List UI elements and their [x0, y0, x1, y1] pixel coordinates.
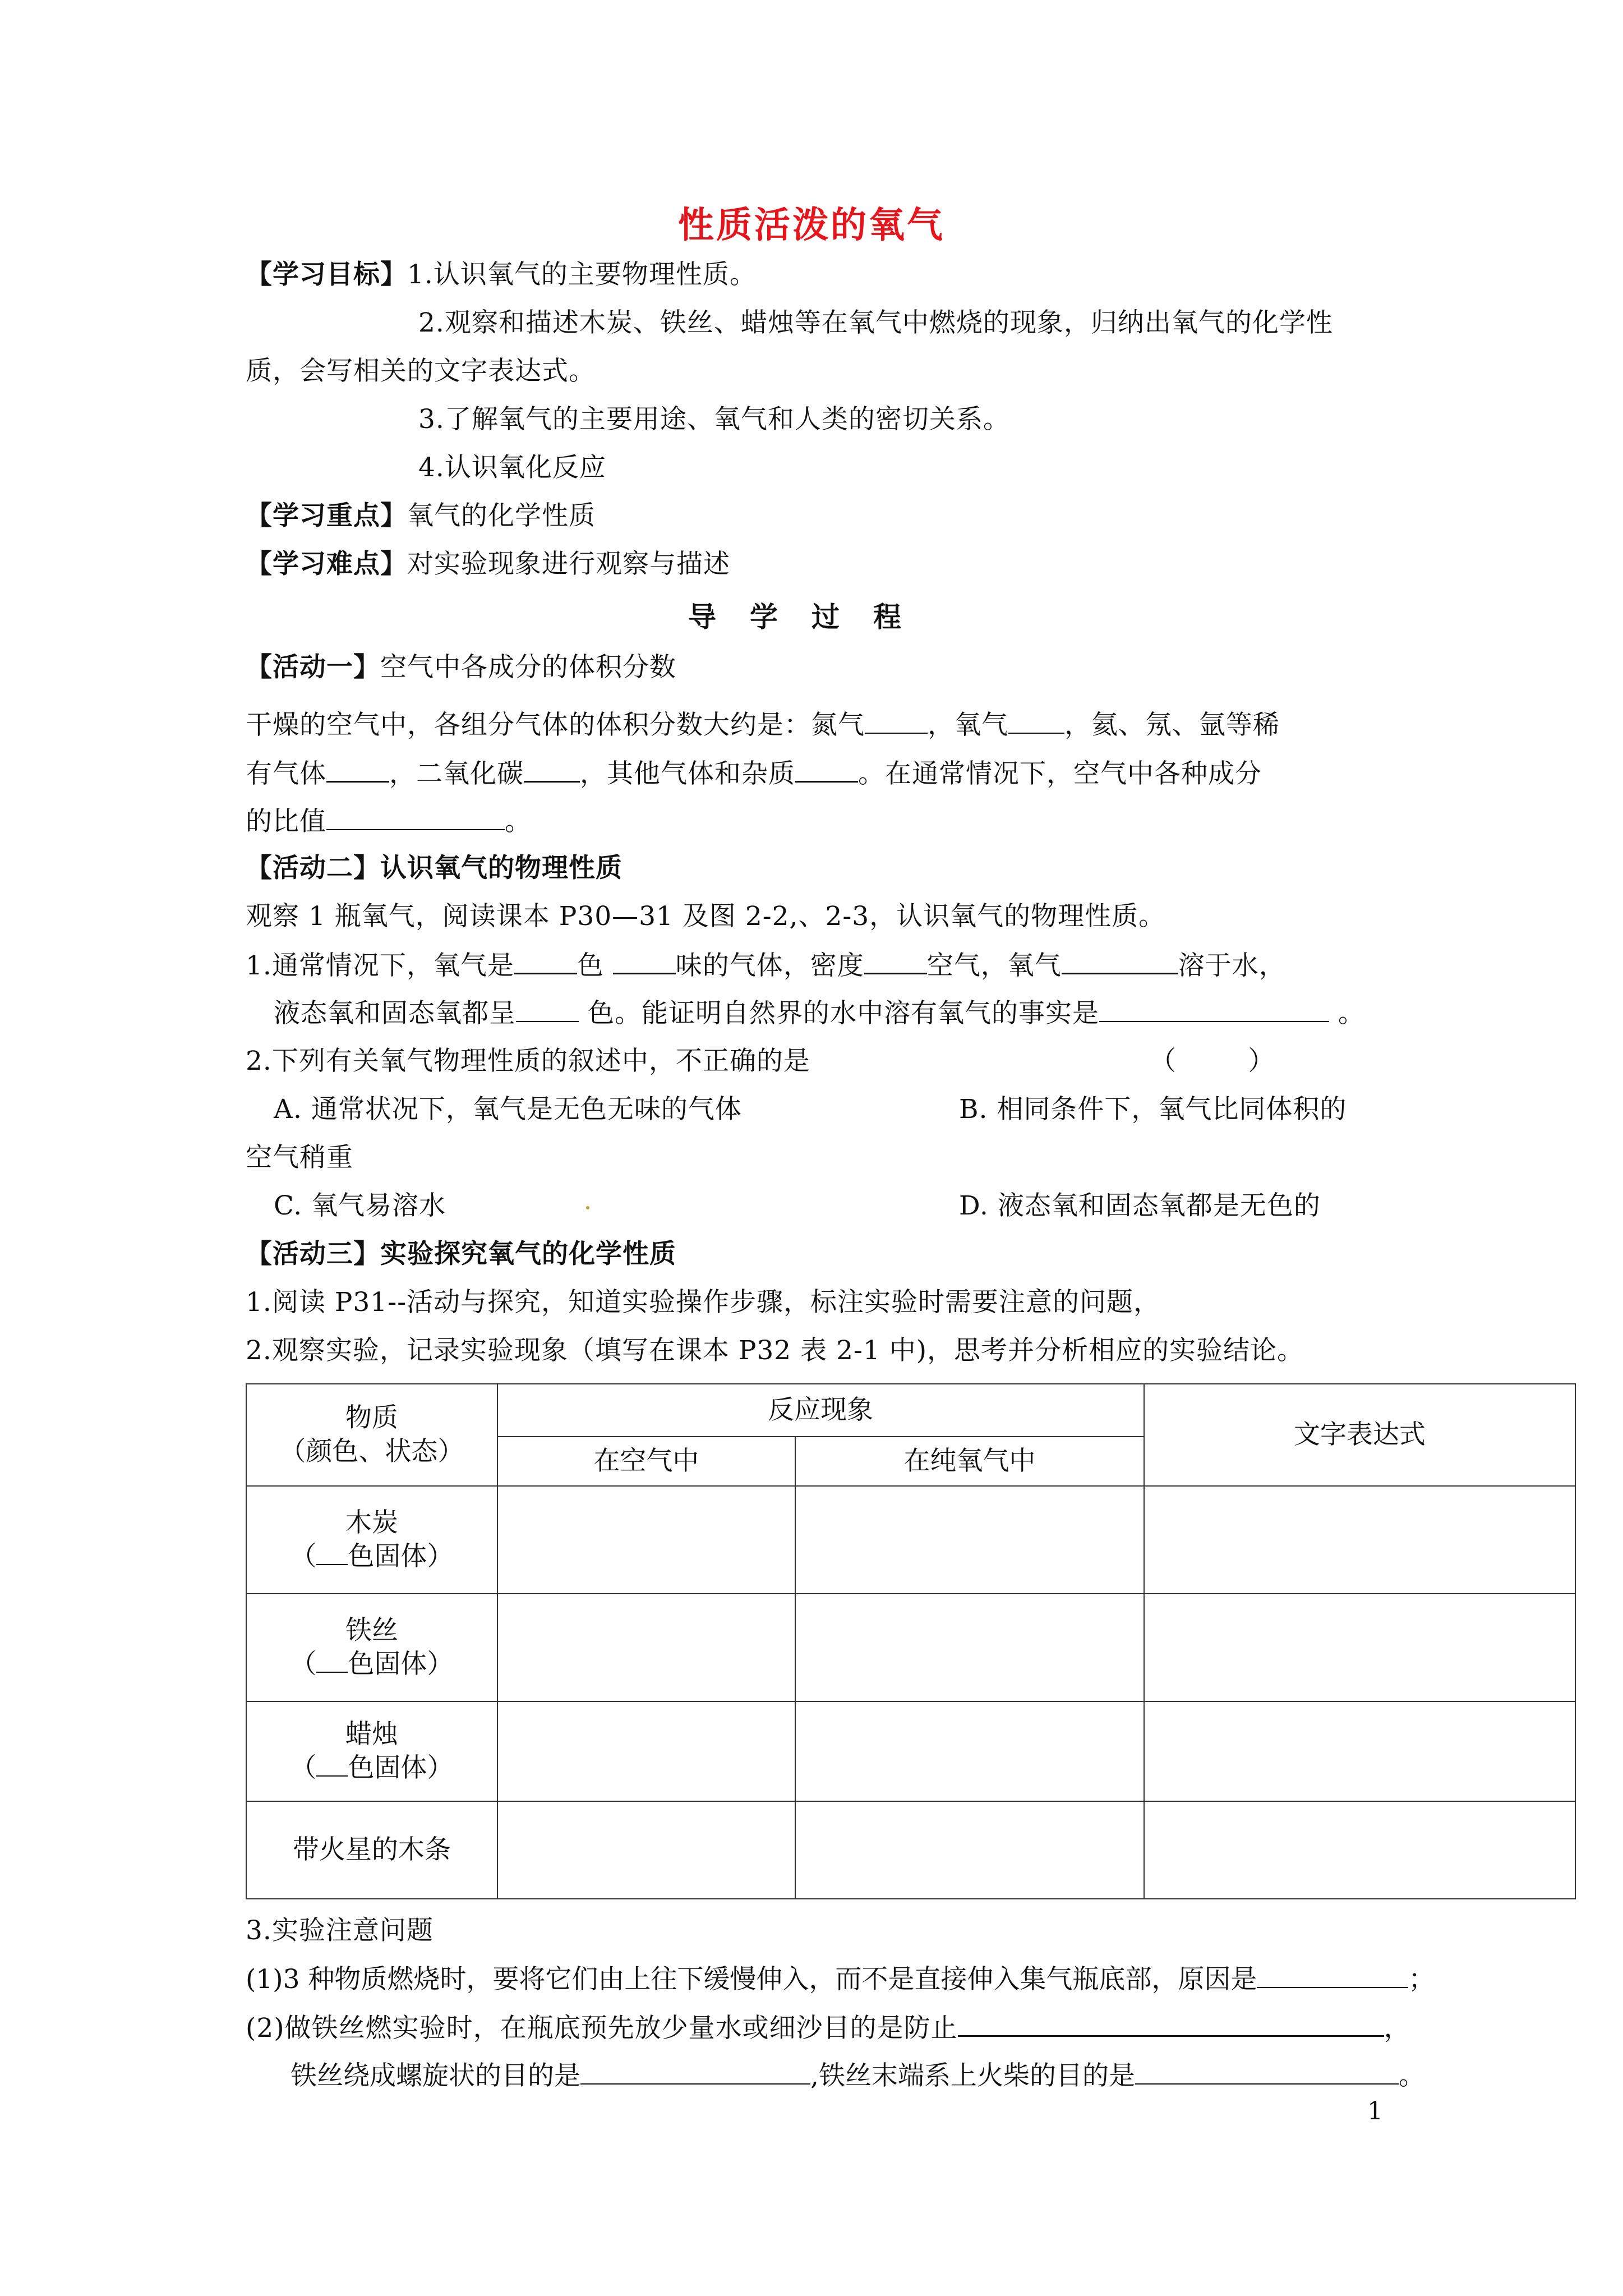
substance-name: 铁丝 [345, 1615, 398, 1646]
answer-cell[interactable] [795, 1701, 1144, 1801]
fill-blank[interactable] [1099, 996, 1329, 1022]
activity2-title: 认识氧气的物理性质 [380, 853, 623, 884]
answer-cell[interactable] [795, 1801, 1144, 1899]
stray-mark [586, 1206, 589, 1209]
option-d[interactable]: D. 液态氧和固态氧都是无色的 [959, 1190, 1321, 1221]
objective-item: 2.观察和描述木炭、铁丝、蜡烛等在氧气中燃烧的现象，归纳出氧气的化学性 [418, 307, 1333, 338]
fill-blank[interactable] [1008, 708, 1064, 734]
activity3-label: 【活动三】 [246, 1239, 380, 1269]
substance-state [247, 1540, 497, 1573]
objective-item: 3.了解氧气的主要用途、氧气和人类的密切关系。 [418, 404, 1010, 435]
text: 。 [505, 806, 532, 837]
answer-cell[interactable] [1144, 1801, 1575, 1899]
table-row [246, 1486, 1575, 1594]
fill-blank[interactable] [326, 804, 505, 830]
fill-blank[interactable] [316, 1753, 348, 1777]
text: (1)3 种物质燃烧时，要将它们由上往下缓慢伸入，而不是直接伸入集气瓶底部，原因是 [246, 1964, 1257, 1995]
text: 有气体 [246, 758, 326, 789]
activity1-line-2 [246, 756, 1262, 791]
text: 干燥的空气中，各组分气体的体积分数大约是：氮气 [246, 710, 865, 740]
activity1-label: 【活动一】 [246, 652, 380, 683]
note-1 [246, 1962, 1435, 1996]
header-substance-sub: （颜色、状态） [279, 1436, 464, 1467]
fill-blank[interactable] [864, 948, 927, 974]
text: 色固体） [348, 1649, 454, 1680]
text: ， [1384, 2013, 1411, 2044]
substance-cell [246, 1486, 497, 1594]
activity1-heading [246, 651, 676, 684]
text: 。在通常情况下，空气中各种成分 [858, 758, 1262, 789]
answer-cell[interactable] [1144, 1701, 1575, 1801]
text: 1.通常情况下，氧气是 [246, 950, 514, 981]
substance-state [247, 1648, 497, 1681]
answer-cell[interactable] [497, 1594, 796, 1701]
option-b[interactable]: B. 相同条件下，氧气比同体积的 [959, 1094, 1347, 1125]
text: ； [1408, 1964, 1435, 1995]
fill-blank[interactable] [1135, 2059, 1399, 2085]
activity3-heading [246, 1237, 676, 1271]
fill-blank[interactable] [958, 2010, 1384, 2037]
objectives-label: 【学习目标】 [246, 259, 407, 290]
text: 空气，氧气 [926, 950, 1062, 981]
difficulty-text: 对实验现象进行观察与描述 [407, 549, 730, 579]
text: 溶于水， [1178, 950, 1286, 981]
table-row [246, 1801, 1575, 1899]
note-2 [246, 2010, 1411, 2045]
fill-blank[interactable] [524, 756, 580, 783]
process-heading: 导学过程 [688, 600, 935, 633]
activity2-q1-line-1 [246, 948, 1286, 983]
fill-blank[interactable] [795, 756, 858, 783]
activity2-intro: 观察 1 瓶氧气，阅读课本 P30—31 及图 2-2,、2-3，认识氧气的物理性质。 [246, 901, 1166, 932]
answer-cell[interactable] [497, 1486, 796, 1594]
fill-blank[interactable] [580, 2059, 810, 2085]
fill-blank[interactable] [316, 1649, 348, 1673]
option-a[interactable]: A. 通常状况下，氧气是无色无味的气体 [274, 1094, 742, 1125]
text: ，二氧化碳 [389, 758, 524, 789]
substance-cell: 带火星的木条 [246, 1801, 497, 1899]
activity1-line-1 [246, 708, 1280, 742]
objectives-line-1 [246, 258, 757, 292]
text: ，其他气体和杂质 [580, 758, 795, 789]
text: （ [290, 1752, 317, 1783]
text: 液态氧和固态氧都呈 [274, 998, 516, 1029]
fill-blank[interactable] [613, 948, 676, 974]
fill-blank[interactable] [516, 996, 579, 1022]
answer-cell[interactable] [1144, 1486, 1575, 1594]
page-number: 1 [1367, 2097, 1383, 2125]
activity3-step-1: 1.阅读 P31--活动与探究，知道实验操作步骤，标注实验时需要注意的问题， [246, 1287, 1160, 1318]
experiment-table [246, 1383, 1576, 1899]
text: 铁丝绕成螺旋状的目的是 [291, 2060, 580, 2091]
difficulty-line [246, 547, 730, 581]
text: （ [290, 1541, 317, 1572]
difficulty-label: 【学习难点】 [246, 549, 407, 579]
notes-heading: 3.实验注意问题 [246, 1915, 434, 1946]
activity2-q2: 2.下列有关氧气物理性质的叙述中，不正确的是 [246, 1046, 810, 1076]
text: 。 [1329, 998, 1365, 1029]
substance-cell [246, 1701, 497, 1801]
table-header-row [246, 1384, 1575, 1437]
text: （ [290, 1649, 317, 1680]
option-b-cont: 空气稍重 [246, 1142, 353, 1173]
activity2-label: 【活动二】 [246, 853, 380, 884]
activity1-line-3 [246, 804, 532, 839]
answer-cell[interactable] [497, 1701, 796, 1801]
header-substance [246, 1384, 497, 1486]
text: (2)做铁丝燃实验时，在瓶底预先放少量水或细沙目的是防止 [246, 2013, 958, 2044]
text: 味的气体，密度 [675, 950, 864, 981]
fill-blank[interactable] [316, 1542, 348, 1565]
objective-item: 质，会写相关的文字表达式。 [246, 356, 596, 386]
activity2-q1-line-2 [274, 996, 1365, 1030]
activity3-title: 实验探究氧气的化学性质 [380, 1239, 676, 1269]
substance-name: 木炭 [345, 1507, 398, 1538]
key-point-text: 氧气的化学性质 [407, 500, 596, 531]
text: 色 [577, 950, 613, 981]
activity3-step-2: 2.观察实验，记录实验现象（填写在课本 P32 表 2-1 中)，思考并分析相应的实验结论。 [246, 1335, 1304, 1366]
substance-cell [246, 1594, 497, 1701]
table-row [246, 1701, 1575, 1801]
text: 色固体） [348, 1752, 454, 1783]
header-expression: 文字表达式 [1144, 1384, 1575, 1486]
fill-blank[interactable] [865, 708, 928, 734]
text: ,铁丝末端系上火柴的目的是 [810, 2060, 1135, 2091]
answer-cell[interactable] [795, 1594, 1144, 1701]
header-in-oxygen: 在纯氧气中 [795, 1437, 1144, 1486]
text: 的比值 [246, 806, 326, 837]
table-row [246, 1594, 1575, 1701]
fill-blank[interactable] [1257, 1962, 1408, 1988]
fill-blank[interactable] [514, 948, 577, 974]
activity1-title: 空气中各成分的体积分数 [380, 652, 676, 683]
activity2-heading [246, 852, 623, 885]
text: 。 [1398, 2060, 1425, 2091]
note-3 [291, 2059, 1425, 2093]
text: ，氧气 [928, 710, 1008, 740]
substance-state [247, 1751, 497, 1785]
fill-blank[interactable] [326, 756, 389, 783]
text: 色。能证明自然界的水中溶有氧气的事实是 [579, 998, 1099, 1029]
header-reaction: 反应现象 [497, 1384, 1144, 1437]
header-in-air: 在空气中 [497, 1437, 796, 1486]
answer-cell[interactable] [795, 1486, 1144, 1594]
text: 色固体） [348, 1541, 454, 1572]
objective-item: 4.认识氧化反应 [418, 452, 606, 483]
key-point-line [246, 499, 596, 533]
substance-name: 蜡烛 [345, 1719, 398, 1750]
text: ，氦、氖、氩等稀 [1064, 710, 1280, 740]
answer-bracket: （ ） [1150, 1046, 1275, 1076]
page-title: 性质活泼的氧气 [678, 204, 945, 246]
option-c[interactable]: C. 氧气易溶水 [274, 1190, 446, 1221]
answer-cell[interactable] [497, 1801, 796, 1899]
fill-blank[interactable] [1062, 948, 1178, 974]
answer-cell[interactable] [1144, 1594, 1575, 1701]
objective-item: 1.认识氧气的主要物理性质。 [407, 259, 757, 290]
header-substance-label: 物质 [345, 1402, 398, 1433]
key-point-label: 【学习重点】 [246, 500, 407, 531]
